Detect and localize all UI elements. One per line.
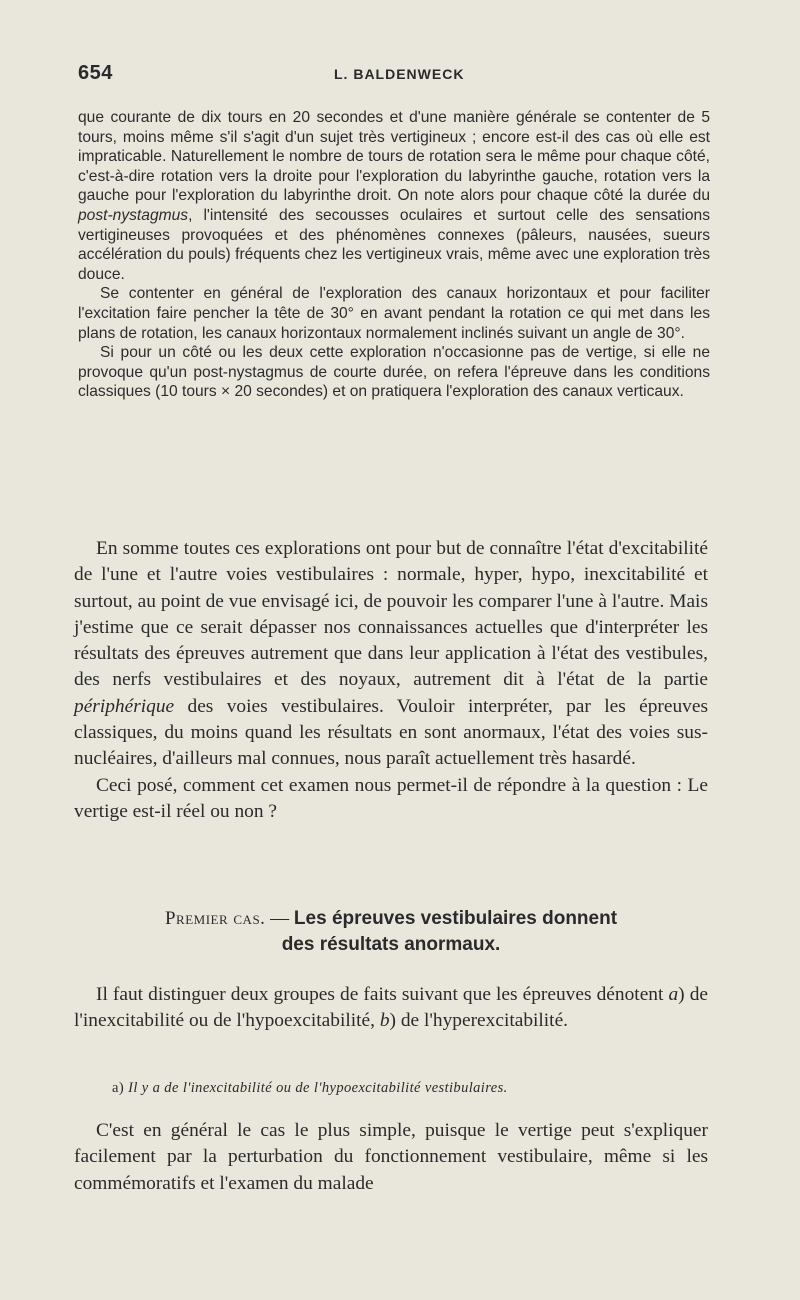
section-label: Premier cas. [164, 908, 266, 929]
italic-term: périphérique [74, 695, 175, 717]
italic-term: post-nystagmus [78, 206, 189, 224]
section-title-line1: Les épreuves vestibulaires donnent [293, 908, 618, 929]
small-paragraph: Se contenter en général de l'exploration des canaux horizontaux et pour faciliter l'excitation faire pencher la tête de 30° en avant pendant la rotation ce qui met dans les plans de rotation, les canaux horizontaux normalement inclinés suivant un angle de 30°. [78, 285, 710, 342]
groups-paragraph: Il faut distinguer deux groupes de faits suivant que les épreuves dénotent a) de l'inexcitabilité ou de l'hypoexcitabilité, b) de l'hyperexcitabilité. [74, 984, 709, 1032]
main-text-block [74, 536, 708, 825]
running-header [78, 62, 710, 88]
small-paragraph: que courante de dix tours en 20 secondes et d'une manière générale se contenter de 5 tours, moins même s'il s'agit d'un sujet très vertigineux ; encore est-il des cas où elle est impraticable. Naturellement le nombre de tours de rotation sera le même pour chaque côté, c'est-à-dire rotation vers la droite pour l'exploration du labyrinthe gauche, rotation vers la gauche pour l'exploration du labyrinthe droit. On note alors pour chaque côté la durée du post-nystagmus, l'intensité des secousses oculaires et surtout celle des sensations vertigineuses provoquées et des phénomènes connexes (pâleurs, nausées, sueurs accélération du pouls) fréquents chez les vertigineux vrais, même avec une exploration très douce. [78, 109, 710, 283]
subsection-heading: a) Il y a de l'inexcitabilité ou de l'hypoexcitabilité vestibulaires. [112, 1080, 508, 1096]
author-name: L. BALDENWECK [334, 66, 465, 82]
groups-paragraph-block [74, 982, 708, 1035]
final-paragraph: C'est en général le cas le plus simple, puisque le vertige peut s'expliquer facilement par la perturbation du fonctionnement vestibulaire, même si les commémoratifs et l'examen du malade [74, 1120, 708, 1194]
final-text-block [74, 1118, 708, 1197]
page-number: 654 [78, 62, 113, 84]
small-paragraph: Si pour un côté ou les deux cette exploration n'occasionne pas de vertige, si elle ne provoque qu'un post-nystagmus de courte durée, on refera l'épreuve dans les conditions classiques (10 tours × 20 secondes) et on pratiquera l'exploration des canaux verticaux. [78, 344, 710, 401]
main-paragraph: En somme toutes ces explorations ont pour but de connaître l'état d'excitabilité de l'une et l'autre voies vestibulaires : normale, hyper, hypo, inexcitabilité et surtout, au point de vue envisagé ici, de pouvoir les comparer l'une à l'autre. Mais j'estime que ce serait dépasser nos connaissances actuelles que d'interpréter les résultats des épreuves autrement que dans leur application à l'état des vestibules, des nerfs vestibulaires et des noyaux, autrement dit à l'état de la partie périphérique des voies vestibulaires. Vouloir interpréter, par les épreuves classiques, du moins quand les résultats en sont anormaux, l'état des voies sus-nucléaires, d'ailleurs mal connues, nous paraît actuellement très hasardé. [74, 538, 708, 770]
section-title-line2: des résultats anormaux. [281, 934, 501, 955]
small-print-block [78, 108, 710, 402]
main-paragraph: Ceci posé, comment cet examen nous permet-il de répondre à la question : Le vertige est-il réel ou non ? [74, 774, 708, 822]
section-heading: Premier cas. — Les épreuves vestibulaires donnent des résultats anormaux. [164, 908, 618, 955]
